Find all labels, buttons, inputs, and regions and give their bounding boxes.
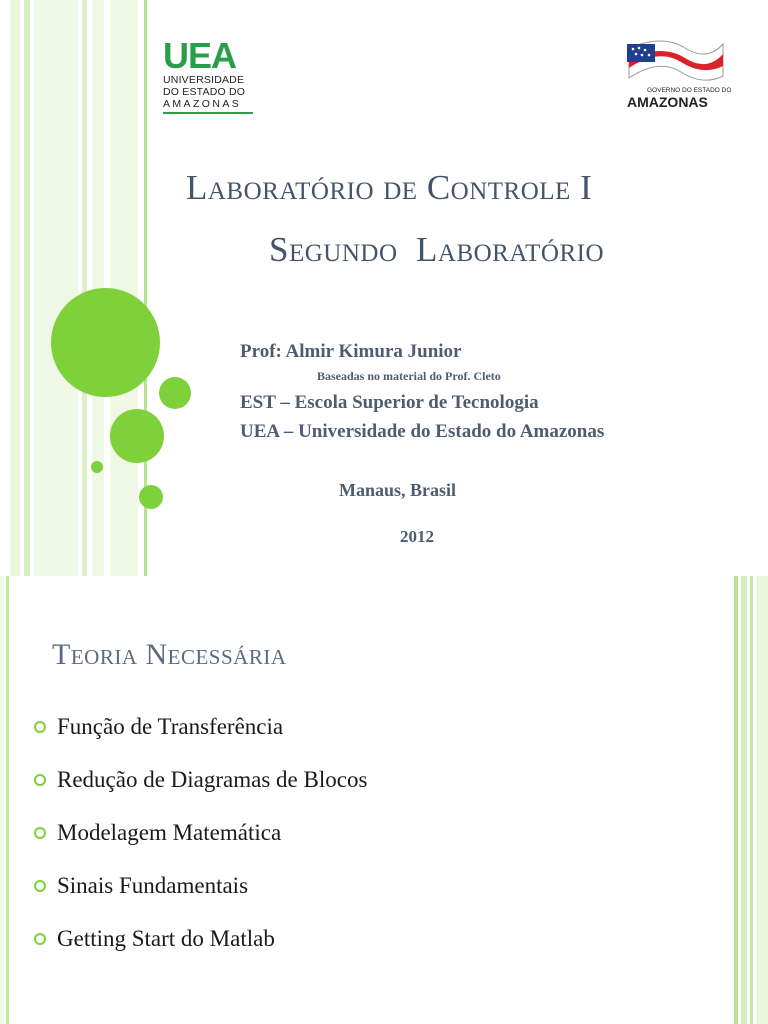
decorative-circle (110, 409, 164, 463)
government-logo-big: AMAZONAS (627, 94, 708, 110)
location: Manaus, Brasil (339, 480, 457, 500)
decorative-stripe (6, 576, 9, 1024)
year: 2012 (400, 527, 434, 546)
uea-logo-underline (163, 112, 253, 114)
list-item (34, 767, 367, 793)
list-item-text: Sinais Fundamentais (57, 873, 249, 898)
list-item-text: Getting Start do Matlab (57, 926, 275, 951)
decorative-circle (51, 288, 160, 397)
amazonas-flag-icon (623, 36, 727, 88)
uea-logo (163, 35, 255, 114)
bullet-icon (34, 721, 46, 733)
decorative-stripe (734, 576, 738, 1024)
decorative-stripe (741, 576, 747, 1024)
uea-logo-line2: DO ESTADO DO (163, 86, 246, 98)
decorative-stripe (24, 0, 30, 576)
bullet-icon (34, 880, 46, 892)
list-item-text: Modelagem Matemática (57, 820, 282, 845)
list-item (34, 873, 248, 899)
professor-name: Prof: Almir Kimura Junior (240, 341, 462, 362)
decorative-stripe (34, 0, 78, 576)
bullet-icon (34, 827, 46, 839)
decorative-stripe (82, 0, 87, 576)
decorative-circle (159, 377, 191, 409)
slide-title: Teoria Necessária (52, 638, 287, 671)
based-on-note: Baseadas no material do Prof. Cleto (317, 369, 501, 383)
content-slide (0, 576, 768, 1024)
government-logo-small: GOVERNO DO ESTADO DO (647, 87, 732, 94)
list-item-text: Redução de Diagramas de Blocos (57, 767, 368, 792)
slide-title-line2: Segundo Laboratório (269, 230, 605, 269)
slide-title-line1: Laboratório de Controle I (186, 168, 593, 207)
uea-logo-acronym: UEA (163, 35, 237, 76)
decorative-circle (139, 485, 163, 509)
decorative-stripe (0, 576, 4, 1024)
institution-uea: UEA – Universidade do Estado do Amazonas (240, 421, 605, 442)
list-item (34, 820, 281, 846)
decorative-stripe (10, 0, 20, 576)
list-item-text: Função de Transferência (57, 714, 284, 739)
decorative-circle (91, 461, 103, 473)
list-item (34, 926, 275, 952)
uea-logo-line3: AMAZONAS (163, 98, 242, 110)
government-logo (623, 36, 732, 112)
bullet-icon (34, 774, 46, 786)
institution-est: EST – Escola Superior de Tecnologia (240, 392, 539, 413)
decorative-stripe (756, 576, 768, 1024)
list-item (34, 714, 283, 740)
decorative-stripe (750, 576, 753, 1024)
uea-logo-line1: UNIVERSIDADE (163, 74, 245, 86)
bullet-icon (34, 933, 46, 945)
